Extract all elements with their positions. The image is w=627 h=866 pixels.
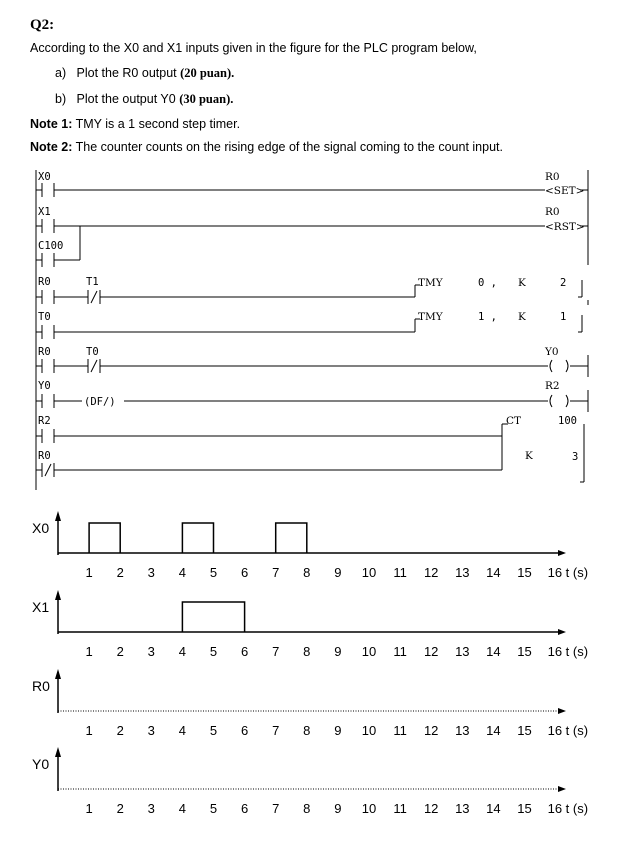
x1-time-arrow xyxy=(558,629,566,635)
x0-tick-3: 3 xyxy=(147,565,155,580)
y0-tick-last: 16 t (s) xyxy=(547,801,589,816)
r0-tick-10: 10 xyxy=(361,723,377,738)
x1-tick-1: 1 xyxy=(85,644,93,659)
timer2-op: TMY xyxy=(418,311,443,323)
x0-tick-9: 9 xyxy=(334,565,342,580)
note-2-text: The counter counts on the rising edge of the signal coming to the count input. xyxy=(75,140,503,154)
x1-tick-13: 13 xyxy=(455,644,470,659)
x0-signal-label: X0 xyxy=(32,520,50,536)
x0-tick-11: 11 xyxy=(393,565,407,580)
note-2-label: Note 2: xyxy=(30,140,73,154)
x1-tick-6: 6 xyxy=(240,644,249,659)
r0-time-arrow xyxy=(558,708,566,714)
r0-tick-last: 16 t (s) xyxy=(547,723,589,738)
r0-tick-3: 3 xyxy=(147,723,155,738)
rst-coil: <RST> xyxy=(545,221,585,233)
y0-tick-12: 12 xyxy=(423,801,439,816)
y0-tick-8: 8 xyxy=(303,801,311,816)
set-coil-name: R0 xyxy=(545,171,560,183)
x1-label: X1 xyxy=(38,206,51,218)
y0-tick-13: 13 xyxy=(455,801,470,816)
question-number: Q2: xyxy=(30,17,55,33)
r0-tick-4: 4 xyxy=(178,723,187,738)
x0-pulse-3 xyxy=(276,523,307,553)
timer1-k: K xyxy=(518,277,526,289)
part-b-text: Plot the output Y0 xyxy=(76,92,176,106)
part-b-points: (30 puan). xyxy=(179,92,234,106)
r0-tick-9: 9 xyxy=(334,723,342,738)
part-a-label: a) xyxy=(55,66,67,80)
r0-tick-15: 15 xyxy=(517,723,532,738)
y0-tick-2: 2 xyxy=(116,801,124,816)
r0-tick-2: 2 xyxy=(116,723,124,738)
x1-tick-2: 2 xyxy=(116,644,124,659)
part-a-points: (20 puan). xyxy=(180,66,235,80)
r2-coil-name: R2 xyxy=(545,380,560,392)
x1-tick-8: 8 xyxy=(303,644,311,659)
x0-tick-1: 1 xyxy=(85,565,93,580)
y0-coil-name: Y0 xyxy=(545,346,559,358)
timer1-op: TMY xyxy=(418,277,443,289)
y0-label: Y0 xyxy=(38,380,51,392)
r0-tick-6: 6 xyxy=(240,723,249,738)
x0-tick-4: 4 xyxy=(178,565,187,580)
x1-tick-last: 16 t (s) xyxy=(547,644,589,659)
x0-pulse-1 xyxy=(89,523,120,553)
question-intro: According to the X0 and X1 inputs given in the figure for the PLC program below, xyxy=(30,41,477,55)
y0-tick-1: 1 xyxy=(85,801,93,816)
y0-signal-label: Y0 xyxy=(32,756,50,772)
r0-vertical-arrow xyxy=(55,669,61,679)
x1-tick-9: 9 xyxy=(334,644,342,659)
r0-tick-11: 11 xyxy=(393,723,407,738)
part-b-label: b) xyxy=(55,92,67,106)
counter-num: 100 xyxy=(558,415,577,427)
t1-label: T1 xyxy=(86,276,99,288)
r0-label-rung8: R0 xyxy=(38,450,51,462)
timer2-k: K xyxy=(518,311,526,323)
r0-tick-8: 8 xyxy=(303,723,311,738)
x1-signal-label: X1 xyxy=(32,599,50,615)
t0-label-rung5: T0 xyxy=(86,346,99,358)
y0-tick-6: 6 xyxy=(240,801,249,816)
note-1-label: Note 1: xyxy=(30,117,73,131)
rst-coil-name: R0 xyxy=(545,206,560,218)
set-coil: <SET> xyxy=(545,185,585,197)
r0-label-rung5: R0 xyxy=(38,346,51,358)
r0-tick-13: 13 xyxy=(455,723,470,738)
r0-tick-5: 5 xyxy=(209,723,218,738)
r0-signal-label: R0 xyxy=(32,678,50,694)
x0-tick-10: 10 xyxy=(361,565,377,580)
r0-tick-7: 7 xyxy=(272,723,280,738)
x1-tick-12: 12 xyxy=(423,644,439,659)
x0-tick-6: 6 xyxy=(240,565,249,580)
x1-pulse-1 xyxy=(182,602,244,632)
x0-vertical-arrow xyxy=(55,511,61,521)
y0-time-arrow xyxy=(558,786,566,792)
r0-label-rung3: R0 xyxy=(38,276,51,288)
counter-k: K xyxy=(525,450,533,462)
y0-tick-15: 15 xyxy=(517,801,532,816)
x1-tick-7: 7 xyxy=(272,644,280,659)
timer1-value: 2 xyxy=(560,277,567,289)
note-1-text: TMY is a 1 second step timer. xyxy=(75,117,241,131)
y0-tick-5: 5 xyxy=(209,801,218,816)
x1-tick-11: 11 xyxy=(393,644,407,659)
y0-tick-14: 14 xyxy=(486,801,501,816)
counter-op: CT xyxy=(506,415,522,427)
x1-tick-15: 15 xyxy=(517,644,532,659)
timer2-num: 1 , xyxy=(478,311,497,323)
c100-label: C100 xyxy=(38,240,64,252)
x0-tick-12: 12 xyxy=(423,565,439,580)
counter-value: 3 xyxy=(572,451,579,463)
y0-tick-4: 4 xyxy=(178,801,187,816)
r0-tick-12: 12 xyxy=(423,723,439,738)
x1-vertical-arrow xyxy=(55,590,61,600)
y0-tick-11: 11 xyxy=(393,801,407,816)
t0-label-rung4: T0 xyxy=(38,311,51,323)
df-instruction: (DF/) xyxy=(84,396,116,408)
x0-tick-13: 13 xyxy=(455,565,470,580)
x0-tick-15: 15 xyxy=(517,565,532,580)
x0-pulse-2 xyxy=(182,523,213,553)
x0-time-arrow xyxy=(558,550,566,556)
x1-tick-3: 3 xyxy=(147,644,155,659)
x1-tick-10: 10 xyxy=(361,644,377,659)
y0-tick-10: 10 xyxy=(361,801,377,816)
r0-tick-1: 1 xyxy=(85,723,93,738)
x0-label: X0 xyxy=(38,171,51,183)
y0-tick-9: 9 xyxy=(334,801,342,816)
x1-tick-14: 14 xyxy=(486,644,501,659)
y0-tick-3: 3 xyxy=(147,801,155,816)
x0-tick-14: 14 xyxy=(486,565,501,580)
part-a-text: Plot the R0 output xyxy=(76,66,177,80)
x1-tick-5: 5 xyxy=(209,644,218,659)
x0-tick-2: 2 xyxy=(116,565,124,580)
x0-tick-7: 7 xyxy=(272,565,280,580)
x1-tick-4: 4 xyxy=(178,644,187,659)
x0-tick-8: 8 xyxy=(303,565,311,580)
x0-tick-last: 16 t (s) xyxy=(547,565,589,580)
y0-vertical-arrow xyxy=(55,747,61,757)
r0-tick-14: 14 xyxy=(486,723,501,738)
timer1-num: 0 , xyxy=(478,277,497,289)
r2-label: R2 xyxy=(38,415,51,427)
x0-tick-5: 5 xyxy=(209,565,218,580)
timer2-value: 1 xyxy=(560,311,567,323)
y0-tick-7: 7 xyxy=(272,801,280,816)
